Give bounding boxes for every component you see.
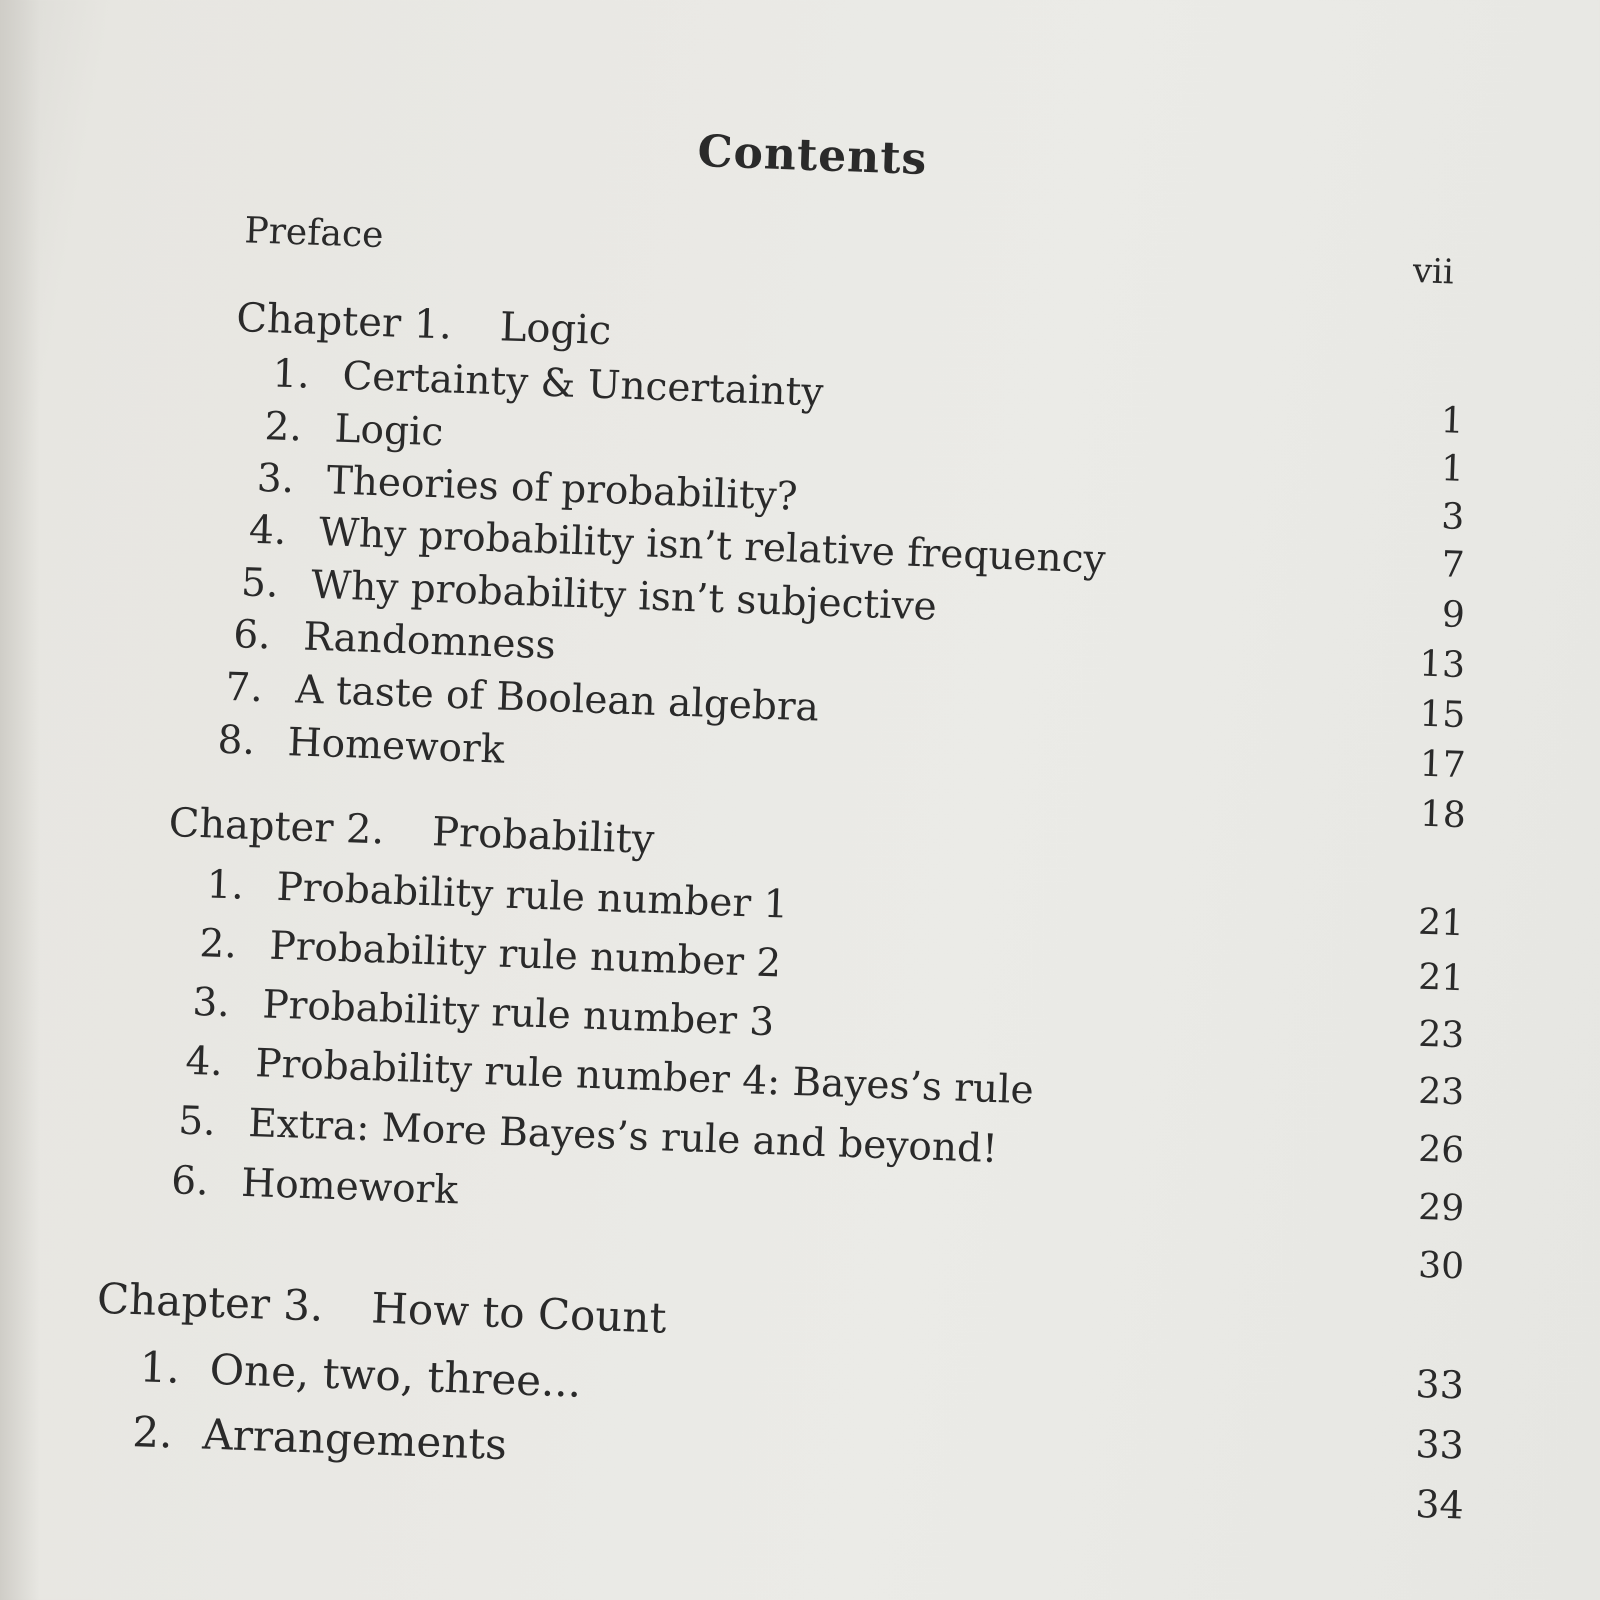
entry-page-number: 21: [1417, 956, 1465, 1000]
toc-entry: 6. Homework: [170, 1158, 459, 1214]
entry-page-number: 18: [1419, 793, 1467, 837]
entry-page-number: 13: [1418, 643, 1466, 687]
entry-page-number: 23: [1417, 1013, 1465, 1057]
entry-page-number: 7: [1440, 544, 1466, 587]
toc-entry: 1. Probability rule number 1: [205, 862, 790, 928]
toc-entry: 3. Probability rule number 3: [191, 979, 775, 1046]
toc-entry: 4. Probability rule number 4: Bayes’s rule: [184, 1038, 1035, 1114]
chapter-page-number: 1: [1440, 400, 1465, 442]
entry-page-number: 17: [1419, 743, 1467, 787]
entry-page-number: 3: [1440, 496, 1465, 538]
chapter-label: Chapter 2.: [168, 799, 386, 854]
toc-entry: 1. One, two, three...: [138, 1342, 583, 1407]
entry-page-number: 29: [1417, 1186, 1465, 1230]
chapter-title: How to Count: [370, 1283, 668, 1343]
toc-entry: 3. Theories of probability?: [256, 455, 799, 520]
toc-entry: 2. Arrangements: [131, 1407, 508, 1470]
entry-page-number: 34: [1414, 1481, 1465, 1528]
toc-entry: 8. Homework: [216, 717, 506, 773]
toc-entry: 6. Randomness: [232, 612, 557, 669]
toc-entry: 4. Why probability isn’t relative frequency: [248, 507, 1107, 583]
entry-page-number: 33: [1414, 1421, 1465, 1468]
chapter-page-number: 33: [1414, 1361, 1465, 1408]
toc-entry: 5. Why probability isn’t subjective: [240, 560, 938, 630]
chapter-heading: [96, 1274, 667, 1343]
chapter-label: Chapter 3.: [96, 1273, 325, 1331]
preface-entry: Preface: [243, 210, 385, 257]
toc-entry: 7. A taste of Boolean algebra: [224, 664, 820, 731]
chapter-heading: [236, 295, 612, 354]
entry-page-number: 9: [1441, 594, 1466, 637]
toc-entry: 5. Extra: More Bayes’s rule and beyond!: [177, 1098, 999, 1173]
toc-entry: 1. Certainty & Uncertainty: [271, 351, 825, 416]
entry-page-number: 26: [1417, 1128, 1465, 1172]
chapter-label: Chapter 1.: [235, 295, 453, 349]
chapter-page-number: 21: [1417, 901, 1465, 945]
toc-entry: 2. Logic: [263, 404, 445, 456]
page-title: Contents: [696, 126, 929, 186]
chapter-title: Logic: [499, 304, 613, 355]
preface-page-number: vii: [1412, 251, 1455, 293]
toc-entry: 2. Probability rule number 2: [198, 921, 782, 987]
chapter-title: Probability: [431, 809, 656, 863]
entry-page-number: 15: [1418, 693, 1467, 737]
entry-page-number: 23: [1417, 1070, 1465, 1114]
entry-page-number: 30: [1417, 1244, 1465, 1288]
entry-page-number: 1: [1440, 448, 1465, 490]
chapter-heading: [168, 800, 655, 863]
